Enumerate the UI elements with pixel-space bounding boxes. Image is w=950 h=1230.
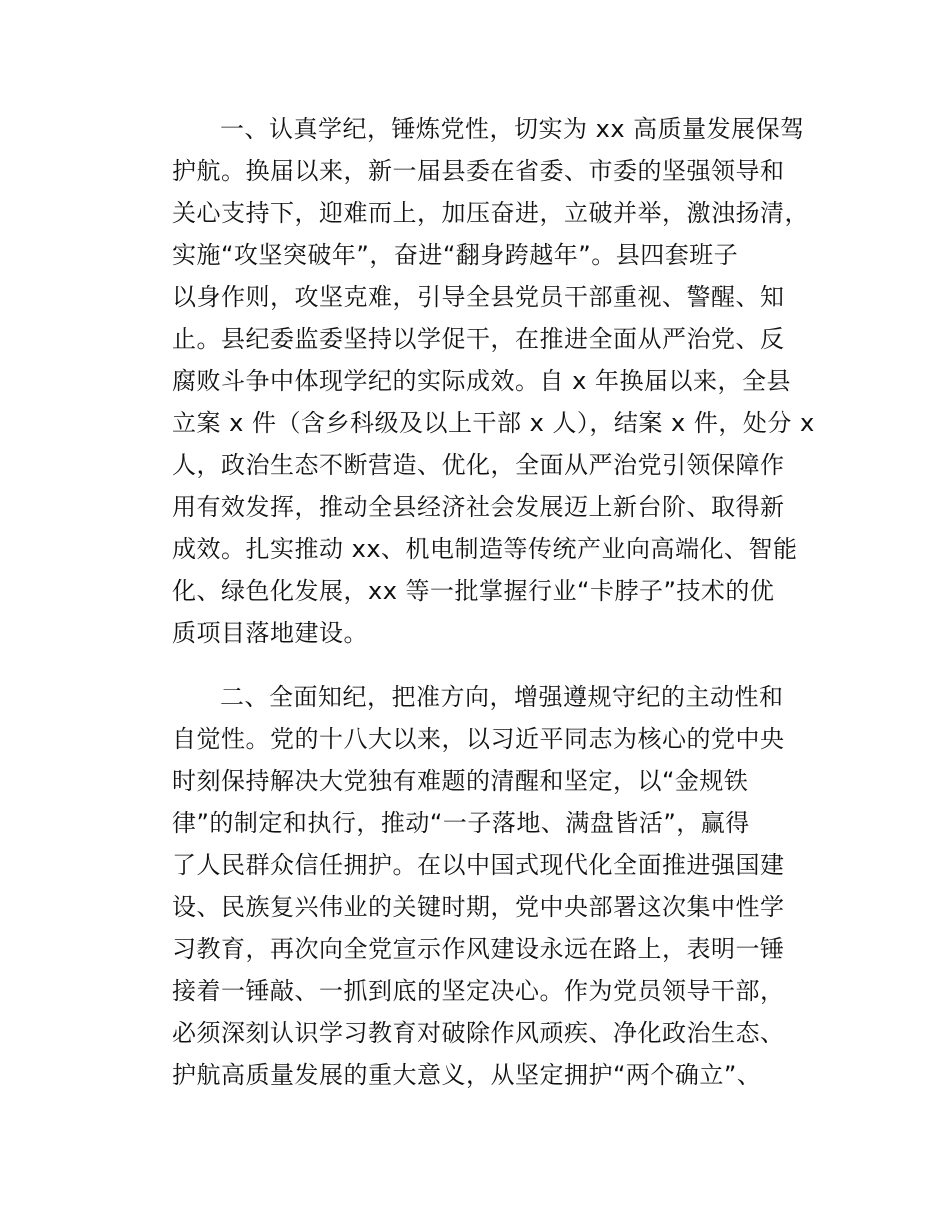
text-line: 时刻保持解决大党独有难题的清醒和坚定，以“金规铁 [172, 767, 749, 795]
text-line: 护航。换届以来，新一届县委在省委、市委的坚强领导和 [172, 157, 785, 185]
text-line: 了人民群众信任拥护。在以中国式现代化全面推进强国建 [172, 851, 785, 879]
text-line: 护航高质量发展的重大意义，从坚定拥护“两个确立”、 [172, 1061, 762, 1089]
text-line: 以身作则，攻坚克难，引导全县党员干部重视、警醒、知 [172, 283, 785, 311]
paragraph-2 [172, 676, 802, 1096]
text-line: 化、绿色化发展，xx 等一批掌握行业“卡脖子”技术的优 [172, 577, 775, 605]
text-line: 成效。扎实推动 xx、机电制造等传统产业向高端化、智能 [172, 535, 798, 563]
text-line: 用有效发挥，推动全县经济社会发展迈上新台阶、取得新 [172, 493, 785, 521]
text-line: 设、民族复兴伟业的关键时期，党中央部署这次集中性学 [172, 893, 785, 921]
text-line: 习教育，再次向全党宣示作风建设永远在路上，表明一锤 [172, 935, 785, 963]
text-line: 腐败斗争中体现学纪的实际成效。自 x 年换届以来，全县 [172, 367, 791, 395]
paragraph-1 [172, 108, 815, 654]
text-line: 律”的制定和执行，推动“一子落地、满盘皆活”，赢得 [172, 809, 750, 837]
text-line: 人，政治生态不断营造、优化，全面从严治党引领保障作 [172, 451, 785, 479]
text-line: 自觉性。党的十八大以来，以习近平同志为核心的党中央 [172, 725, 785, 753]
text-line: 实施“攻坚突破年”，奋进“翻身跨越年”。县四套班子 [172, 241, 739, 269]
text-line: 止。县纪委监委坚持以学促干，在推进全面从严治党、反 [172, 325, 785, 353]
text-line: 质项目落地建设。 [172, 619, 368, 647]
text-line: 一、认真学纪，锤炼党性，切实为 xx 高质量发展保驾 [220, 115, 805, 143]
text-line: 关心支持下，迎难而上，加压奋进，立破并举，激浊扬清， [172, 199, 809, 227]
text-line: 立案 x 件（含乡科级及以上干部 x 人），结案 x 件，处分 x [172, 409, 815, 437]
text-line: 接着一锤敲、一抓到底的坚定决心。作为党员领导干部， [172, 977, 785, 1005]
text-line: 二、全面知纪，把准方向，增强遵规守纪的主动性和 [220, 683, 784, 711]
text-line: 必须深刻认识学习教育对破除作风顽疾、净化政治生态、 [172, 1019, 785, 1047]
